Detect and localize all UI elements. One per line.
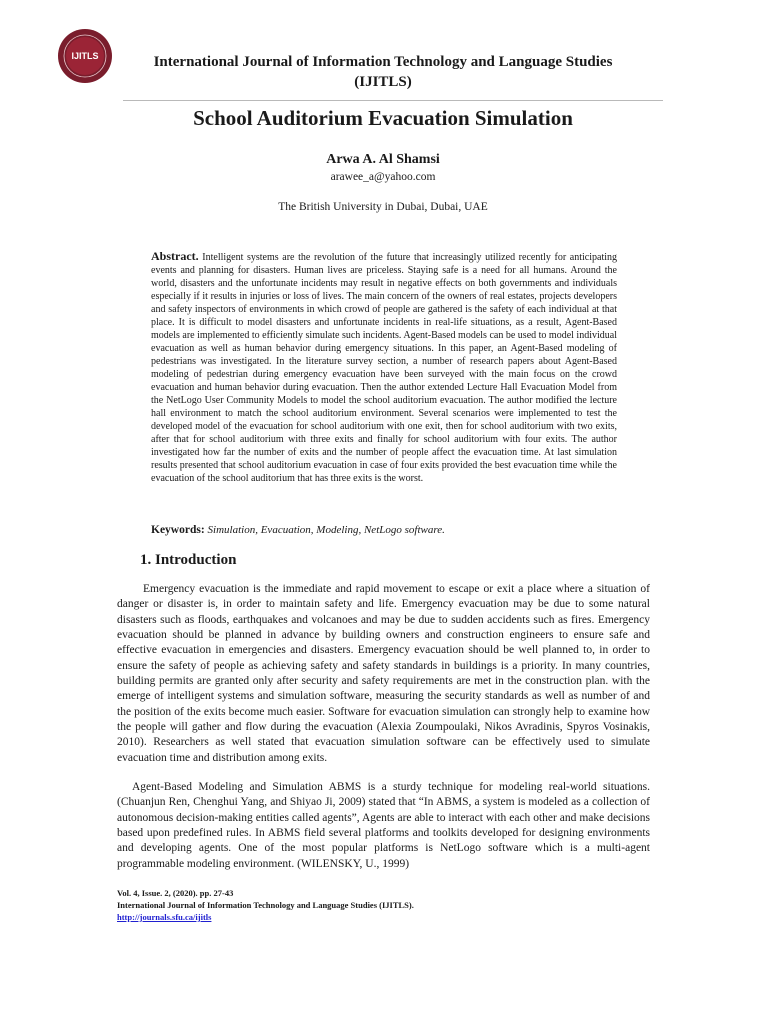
author-name: Arwa A. Al Shamsi <box>326 152 440 167</box>
abstract <box>151 250 617 485</box>
svg-text:IJITLS: IJITLS <box>71 51 99 61</box>
keywords-label: Keywords: <box>151 524 205 536</box>
keywords <box>151 523 617 538</box>
footer-volume: Vol. 4, Issue. 2, (2020). pp. 27-43 <box>117 888 234 898</box>
journal-header <box>125 52 641 92</box>
abstract-label: Abstract. <box>151 249 199 263</box>
page-footer <box>117 887 637 923</box>
author-affiliation: The British University in Dubai, Dubai, UAE <box>278 201 488 213</box>
keywords-text: Simulation, Evacuation, Modeling, NetLogo software. <box>207 524 445 536</box>
body-paragraph: Emergency evacuation is the immediate and rapid movement to escape or exit a place where a situation of danger or disaster is, in order to maintain safety and life. Emergency evacuation may be due to some natural disasters such as floods, earthquakes and volcanoes and may be due to sudden accidents such as fires. Emergency evacuation should be planned in advance by building owners and construction engineers to ensure safe and effective evacuation in emergencies and disasters. Emergency evacuation should be well planned to, in order to ensure the safety of people as achieving safety and safety standards in buildings is a priority. In many countries, building permits are granted only after security and safety requirements are met in the construction plan. with the emerge of intelligent systems and simulation software, measuring the security standards as well as number of and the position of the exits become much easier. Software for evacuation simulation can strongly help to examine how the people will gather and flow during the evacuation (Alexia Zoumpoulaki, Nikos Avradinis, Spyros Vosinakis, 2010). Researchers as well stated that evacuation simulation software can be effectively used to simulate evacuation time and distribution among exits. <box>117 583 650 764</box>
abstract-text: Intelligent systems are the revolution of the future that increasingly utilized recently for anticipating events and planning for disasters. Human lives are priceless. Staying safe is a need for all humans. Around the world, disasters and the unfortunate incidents may result in negative effects on both governments and individuals especially if it results in injuries or loss of lives. The main concern of the owners of real estates, projects developers and safety inspectors of environments in which crowd of people are gathered is the safety of each individual at that place. It is difficult to model disasters and unfortunate incidents in real-life situations, as a result, Agent-Based models are implemented to efficiently simulate such incidents. Agent-Based models can be used to model individual evacuation as well as human behavior during emergency situations. In this paper, an Agent-Based modeling of pedestrians was investigated. In the literature survey section, a number of research papers about Agent-Based modeling of pedestrian during emergency evacuation have been surveyed with the main focus on the crowd evacuation and human behavior during evacuation. Then the author extended Lecture Hall Evacuation Model from the NetLogo User Community Models to model the school auditorium evacuation. The author modified the lecture hall environment to match the school auditorium environment. Several scenarios were implemented to test the developed model of the evacuation for school auditorium with one exit, then for school auditorium with two exits, after that for school auditorium with three exits and finally for school auditorium with four exits. The author investigated how far the number of exits and the number of people affect the evacuation time. At last simulation results presented that school auditorium evacuation in case of four exits provided the best evacuation time while the evacuation of the school auditorium that has three exits is the worst. <box>151 252 617 484</box>
header-divider <box>123 100 663 101</box>
journal-url-link[interactable]: http://journals.sfu.ca/ijitls <box>117 912 212 922</box>
author-email: arawee_a@yahoo.com <box>330 171 436 183</box>
journal-logo <box>57 28 113 84</box>
section-heading-introduction: 1. Introduction <box>140 552 237 568</box>
paper-title: School Auditorium Evacuation Simulation <box>193 106 573 130</box>
ijitls-seal-icon <box>57 28 113 84</box>
footer-journal: International Journal of Information Technology and Language Studies (IJITLS). <box>117 900 414 910</box>
body-paragraph: Agent-Based Modeling and Simulation ABMS is a sturdy technique for modeling real-world situations. (Chuanjun Ren, Chenghui Yang, and Shiyao Ji, 2009) stated that “In ABMS, a system is modeled as a collection of autonomous decision-making entities called agents”, Agents are able to interact with each other and make decisions based upon predefined rules. In ABMS field several platforms and toolkits developed for designing environments and developing agents. One of the most popular platforms is NetLogo software which is a multi-agent programmable modeling environment. (WILENSKY, U., 1999) <box>117 781 650 870</box>
journal-name: International Journal of Information Technology and Language Studies <box>153 54 613 70</box>
journal-abbreviation: (IJITLS) <box>354 74 412 90</box>
